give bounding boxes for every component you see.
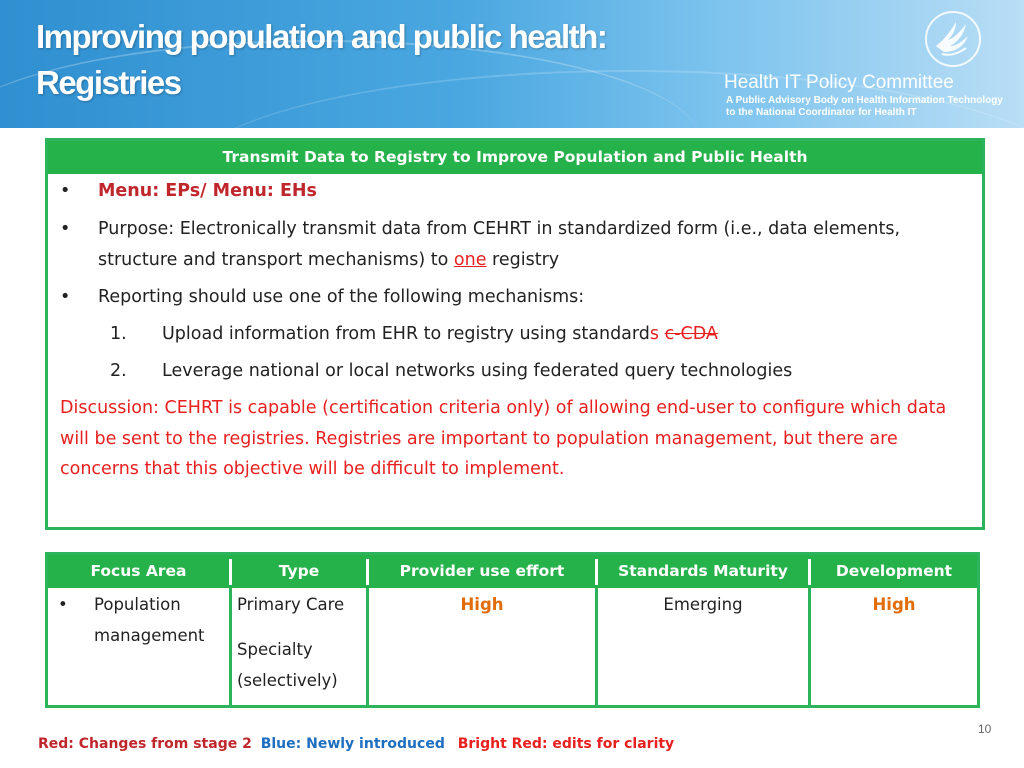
mechanism-text [162, 319, 962, 350]
table-header-row [48, 555, 977, 588]
mechanism-number: 2. [110, 361, 127, 381]
purpose-text [98, 214, 960, 276]
cell-type-line-2: Specialty [237, 640, 313, 659]
mechanism-number: 1. [110, 324, 127, 344]
header-provider-effort: Provider use effort [399, 562, 565, 580]
title-line-2: Registries [36, 64, 181, 101]
bullet-icon: • [60, 181, 71, 201]
hhs-eagle-logo-icon [922, 10, 984, 68]
org-subtitle [726, 95, 1003, 119]
title-line-1: Improving population and public health: [36, 18, 607, 55]
mechanism-text-struck: c-CDA [664, 324, 718, 344]
purpose-before: Purpose: Electronically transmit data from CEHRT in standardized form (i.e., data elements, structure and transport mechanisms) to [98, 219, 901, 270]
bullet-icon: • [60, 287, 71, 307]
focus-bullet-icon: • [58, 595, 68, 614]
cell-focus-area-line-1: Population [94, 595, 181, 614]
column-divider [229, 588, 232, 705]
header-development: Development [835, 562, 953, 580]
mechanism-text: Leverage national or local networks using federated query technologies [162, 361, 793, 381]
page-number: 10 [978, 722, 992, 736]
header-banner [0, 0, 1024, 128]
evaluation-table [45, 552, 980, 708]
cell-focus-area-line-2: management [94, 626, 205, 645]
cell-provider-effort: High [460, 595, 504, 614]
purpose-after: registry [486, 250, 560, 270]
cell-type-line-1: Primary Care [237, 595, 345, 614]
cell-type-line-3: (selectively) [237, 671, 338, 690]
header-type: Type [278, 562, 320, 580]
org-name: Health IT Policy Committee [724, 72, 954, 93]
mechanism-text-added: s [649, 324, 660, 344]
legend-red: Red: Changes from stage 2 [38, 736, 252, 752]
objective-box [45, 138, 985, 530]
discussion-text: Discussion: CEHRT is capable (certification criteria only) of allowing end-user to configure which data will be sent to the registries. Registries are important to population management, but there are concerns that this objective will be difficult to implement. [60, 398, 947, 479]
org-subtitle-line-2: to the National Coordinator for Health IT [726, 107, 917, 118]
slide-title [36, 14, 696, 106]
bullet-icon: • [60, 219, 71, 239]
cell-standards-maturity: Emerging [663, 595, 743, 614]
mechanism-text-main: Upload information from EHR to registry using standard [162, 324, 650, 344]
color-legend [38, 736, 674, 752]
legend-blue: Blue: Newly introduced [260, 736, 445, 752]
menu-text: Menu: EPs/ Menu: EHs [98, 181, 317, 201]
reporting-text: Reporting should use one of the following mechanisms: [98, 287, 585, 307]
objective-heading: Transmit Data to Registry to Improve Population and Public Health [48, 141, 982, 174]
purpose-one: one [453, 250, 487, 270]
header-focus-area: Focus Area [90, 562, 187, 580]
header-standards-maturity: Standards Maturity [618, 562, 788, 580]
legend-bright-red: Bright Red: edits for clarity [457, 736, 675, 752]
cell-development: High [872, 595, 916, 614]
org-subtitle-line-1: A Public Advisory Body on Health Information Technology [726, 95, 1003, 106]
